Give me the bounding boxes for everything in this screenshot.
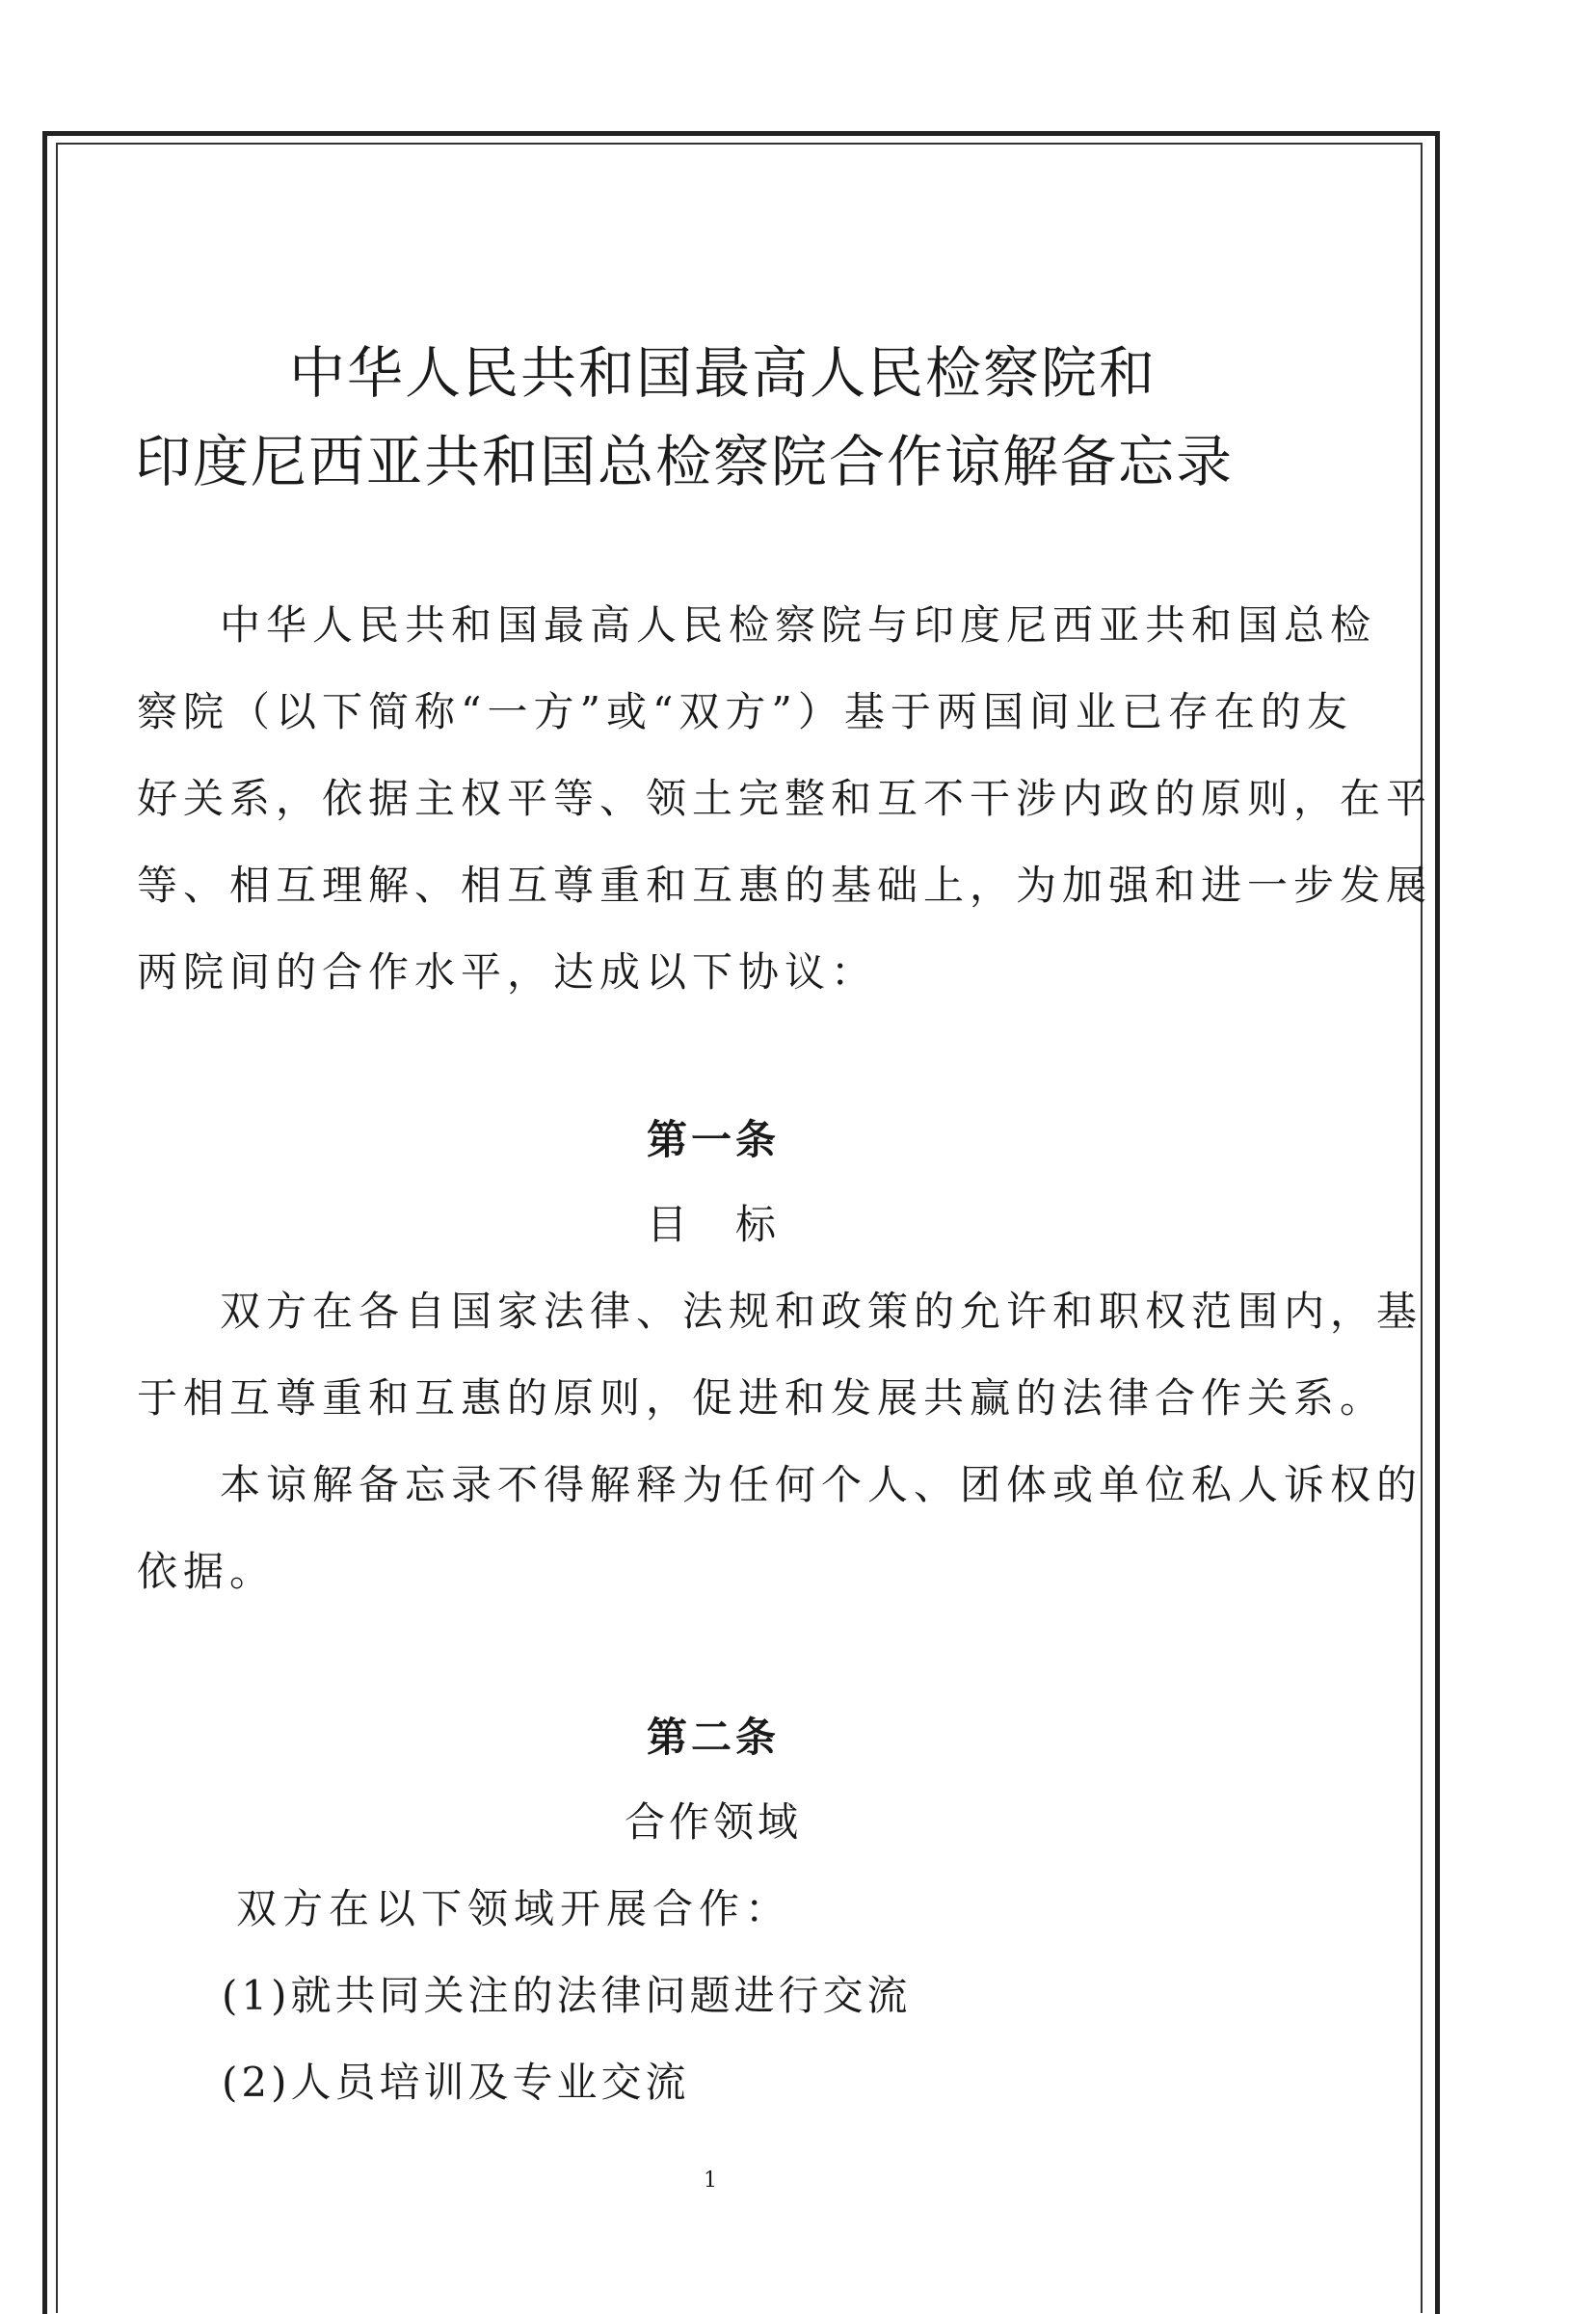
article-1-line-3: 本谅解备忘录不得解释为任何个人、团体或单位私人诉权的 — [220, 1461, 1423, 1508]
article-1-line-2: 于相互尊重和互惠的原则，促进和发展共赢的法律合作关系。 — [137, 1374, 1387, 1422]
article-2-line-1: 双方在以下领域开展合作： — [236, 1885, 792, 1932]
preamble-line-2: 察院（以下简称“一方”或“双方”）基于两国间业已存在的友 — [137, 688, 1353, 735]
article-2-number: 第二条 — [646, 1714, 780, 1761]
article-1-line-4: 依据。 — [137, 1548, 277, 1595]
document-title-line-2: 印度尼西亚共和国总检察院合作谅解备忘录 — [135, 429, 1235, 494]
page-number: 1 — [704, 2168, 717, 2193]
preamble-line-1: 中华人民共和国最高人民检察院与印度尼西亚共和国总检 — [220, 601, 1377, 649]
article-1-number: 第一条 — [646, 1116, 780, 1163]
document-title-line-1: 中华人民共和国最高人民检察院和 — [289, 340, 1157, 406]
article-1-line-1: 双方在各自国家法律、法规和政策的允许和职权范围内，基 — [220, 1288, 1423, 1335]
preamble-line-5: 两院间的合作水平，达成以下协议： — [137, 948, 878, 996]
article-2-item-1: (1)就共同关注的法律问题进行交流 — [222, 1972, 912, 2019]
article-2-item-2: (2)人员培训及专业交流 — [222, 2059, 690, 2106]
preamble-line-3: 好关系，依据主权平等、领土完整和互不干涉内政的原则，在平 — [137, 775, 1433, 822]
article-1-heading: 目 标 — [646, 1201, 780, 1248]
preamble-line-4: 等、相互理解、相互尊重和互惠的基础上，为加强和进一步发展 — [137, 862, 1433, 909]
article-2-heading: 合作领域 — [624, 1798, 802, 1846]
